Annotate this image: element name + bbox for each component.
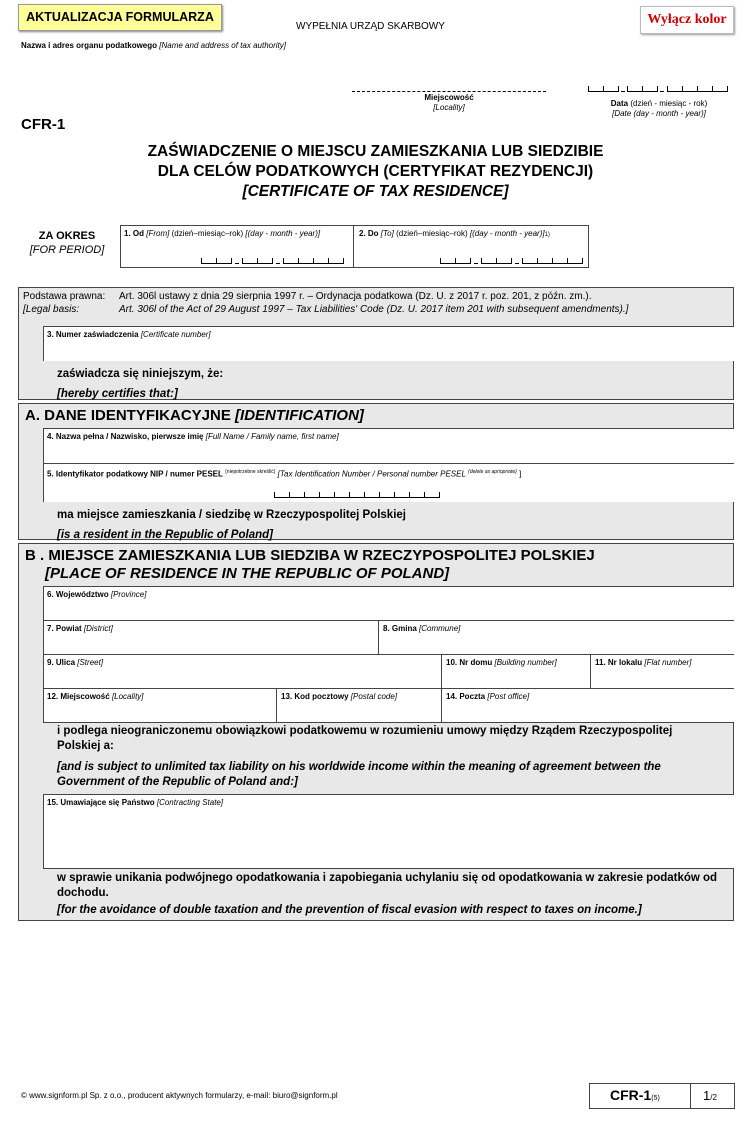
flat-number-field[interactable]: 11. Nr lokalu [Flat number] [590, 654, 734, 689]
footer-copyright: © www.signform.pl Sp. z o.o., producent aktywnych formularzy, e-mail: biuro@signform.pl [21, 1091, 338, 1100]
double-taxation-text: w sprawie unikania podwójnego opodatkowania i zapobiegania uchylaniu się od opodatkowania w zakresie podatków od dochodu. [for the avoidance of double taxation and the prevention of fiscal evasion with respect to taxes on income.] [57, 872, 718, 916]
date-day-ticks[interactable] [588, 87, 619, 92]
post-office-field[interactable]: 14. Poczta [Post office] [441, 688, 734, 723]
date-year-ticks[interactable] [667, 87, 728, 92]
authority-label: Nazwa i adres organu podatkowego [Name and address of tax authority] [21, 41, 286, 50]
title-line-3: [CERTIFICATE OF TAX RESIDENCE] [242, 183, 509, 200]
section-a-title: A. DANE IDENTYFIKACYJNE [IDENTIFICATION] [25, 407, 364, 424]
title-line-1: ZAŚWIADCZENIE O MIEJSCU ZAMIESZKANIA LUB SIEDZIBIE [147, 143, 604, 160]
commune-field[interactable]: 8. Gmina [Commune] [378, 620, 734, 655]
update-form-button[interactable]: AKTUALIZACJA FORMULARZA [18, 4, 222, 31]
legal-basis-section [18, 287, 734, 400]
legal-basis-text: Podstawa prawna: Art. 306l ustawy z dnia 29 sierpnia 1997 r. – Ordynacja podatkowa (Dz. U. z 2017 r. poz. 201, z późn. zm.). [Legal basis: Art. 306l of the Act of 29 August 1997 – Tax Liabilities' Code (Dz. U. 2017 item 201 with subsequent amendments).] [23, 291, 629, 315]
full-name-field[interactable]: 4. Nazwa pełna / Nazwisko, pierwsze imię [Full Name / Family name, first name] [43, 428, 734, 464]
date-month-ticks[interactable] [627, 87, 658, 92]
certificate-number-field[interactable]: 3. Numer zaświadczenia [Certificate number] [43, 326, 734, 361]
locality-label: Miejscowość [Locality] [424, 93, 474, 112]
period-from-field[interactable]: 1. Od [From] (dzień–miesiąc–rok) [(day - month - year)] [120, 225, 354, 268]
period-label: ZA OKRES [FOR PERIOD] [29, 230, 105, 256]
district-field[interactable]: 7. Powiat [District] [43, 620, 379, 655]
postal-code-field[interactable]: 13. Kod pocztowy [Postal code] [276, 688, 442, 723]
contracting-state-field[interactable]: 15. Umawiające się Państwo [Contracting State] [43, 794, 734, 869]
form-title [0, 142, 751, 202]
period-to-field[interactable]: 2. Do [To] (dzień–miesiąc–rok) [(day - month - year)]1) [353, 225, 589, 268]
title-line-2: DLA CELÓW PODATKOWYCH (CERTYFIKAT REZYDENCJI) [157, 163, 594, 180]
section-b [18, 543, 734, 921]
certifies-text: zaświadcza się niniejszym, że: [hereby certifies that:] [57, 368, 224, 400]
liability-text: i podlega nieograniczonemu obowiązkowi podatkowemu w rozumieniu umowy między Rządem Rzeczypospolitej Polskiej a: [and is subject to unlimited tax liability on his worldwide income within the meaning of agreement between the Government of the Republic of Poland and:] [57, 725, 673, 788]
page-number: 1/2 [703, 1088, 717, 1103]
province-field[interactable]: 6. Województwo [Province] [43, 586, 734, 621]
disable-color-button[interactable]: Wyłącz kolor [640, 6, 734, 34]
tax-office-note: WYPEŁNIA URZĄD SKARBOWY [296, 21, 445, 32]
date-label: Data (dzień - miesiąc - rok) [Date (day - month - year)] [610, 99, 708, 118]
section-b-title: B . MIEJSCE ZAMIESZKANIA LUB SIEDZIBA W RZECZYPOSPOLITEJ POLSKIEJ [PLACE OF RESIDENCE IN THE REPUBLIC OF POLAND] [25, 547, 595, 582]
section-a [18, 403, 734, 540]
locality-line [352, 91, 546, 92]
building-number-field[interactable]: 10. Nr domu [Building number] [441, 654, 591, 689]
footer-form-code: CFR-1(5) 1/2 [589, 1083, 735, 1109]
tax-id-boxes[interactable] [274, 493, 440, 498]
resident-text: ma miejsce zamieszkania / siedzibę w Rzeczypospolitej Polskiej [is a resident in the Republic of Poland] [57, 509, 406, 541]
street-field[interactable]: 9. Ulica [Street] [43, 654, 442, 689]
tax-id-field[interactable]: 5. Identyfikator podatkowy NIP / numer PESEL $^{(niepotrzebne skreślić)}$ [Tax Identification Number / Personal number PESEL $^{(delete as apriopriate)}$ ] [43, 463, 734, 502]
form-code: CFR-1 [21, 116, 66, 133]
locality-field[interactable]: 12. Miejscowość [Locality] [43, 688, 277, 723]
